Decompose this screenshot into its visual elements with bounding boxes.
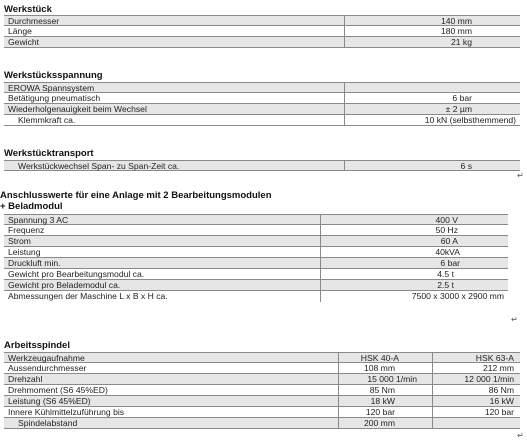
row-value: 2.5 t (437, 280, 454, 290)
section-title-anschluss: Anschlusswerte für eine Anlage mit 2 Bearbeitungsmodulen (0, 190, 272, 201)
table-row (4, 385, 520, 396)
row-value: 6 s (460, 161, 472, 171)
row-label: Gewicht pro Belademodul ca. (8, 280, 121, 290)
row-label: Gewicht (8, 37, 40, 47)
row-value-2: 212 mm (482, 363, 514, 373)
row-value: 6 bar (452, 93, 472, 103)
table-row (4, 407, 520, 418)
row-label: Drehzahl (8, 374, 43, 384)
row-label: Strom (8, 236, 31, 246)
row-label: Werkstückwechsel Span- zu Span-Zeit ca. (18, 161, 180, 171)
row-label: Spannung 3 AC (8, 215, 69, 225)
row-value: 60 A (440, 236, 458, 246)
row-label: Innere Kühlmittelzuführung bis (8, 407, 125, 417)
section-title-spannung: Werkstücksspannung (4, 70, 103, 81)
table-row (4, 418, 520, 429)
row-value-2: 12 000 1/min (464, 374, 514, 384)
table-row (4, 396, 520, 407)
row-label: Länge (8, 26, 32, 36)
row-value-2: 120 bar (484, 407, 514, 417)
table-row (4, 374, 520, 385)
row-label: Drehmoment (S6 45%ED) (8, 385, 108, 395)
row-value-1: 18 kW (370, 396, 395, 406)
row-value: 140 mm (440, 16, 472, 26)
table-row (4, 258, 508, 269)
row-value: 40kVA (435, 247, 460, 257)
row-label: Gewicht pro Bearbeitungsmodul ca. (8, 269, 145, 279)
row-value: 4.5 t (437, 269, 454, 279)
row-value: 6 bar (440, 258, 460, 268)
row-label: Frequenz (8, 225, 45, 235)
row-value-2: HSK 63-A (475, 353, 514, 363)
table-row (4, 104, 520, 115)
table-row (4, 93, 520, 104)
return-mark: ↵ (511, 315, 518, 324)
return-mark: ↵ (517, 431, 524, 440)
table-row (4, 225, 508, 236)
table-row (4, 115, 520, 126)
table-row (4, 280, 508, 291)
row-label: Wiederholgenauigkeit beim Wechsel (8, 104, 147, 114)
row-label: Leistung (8, 247, 41, 257)
table-row (4, 82, 520, 93)
row-value: 50 Hz (435, 225, 458, 235)
table-row (4, 269, 508, 280)
table-row (4, 236, 508, 247)
return-mark: ↵ (517, 171, 524, 180)
section-subtitle-anschluss: + Beladmodul (0, 201, 63, 212)
row-label: Spindelabstand (18, 418, 78, 428)
row-value-1: 85 Nm (369, 385, 395, 395)
row-value: 180 mm (440, 26, 472, 36)
row-value-1: 15 000 1/min (367, 374, 417, 384)
section-title-werkstueck: Werkstück (4, 4, 52, 15)
table-row (4, 247, 508, 258)
row-label: Aussendurchmesser (8, 363, 87, 373)
table-row (4, 15, 520, 26)
row-label: EROWA Spannsystem (8, 83, 95, 93)
row-label: Leistung (S6 45%ED) (8, 396, 91, 406)
table-row (4, 26, 520, 37)
table-row (4, 291, 508, 302)
row-label: Druckluft min. (8, 258, 61, 268)
table-row (4, 214, 508, 225)
row-value: ± 2 µm (445, 104, 472, 114)
row-label: Betätigung pneumatisch (8, 93, 101, 103)
section-title-transport: Werkstücktransport (4, 148, 94, 159)
row-value: 400 V (435, 215, 458, 225)
row-label: Abmessungen der Maschine L x B x H ca. (8, 291, 168, 301)
row-value-2: 86 Nm (488, 385, 514, 395)
row-value: 10 kN (selbsthemmend) (424, 115, 516, 125)
row-value-1: 200 mm (363, 418, 395, 428)
table-row (4, 352, 520, 363)
table-row (4, 363, 520, 374)
row-label: Klemmkraft ca. (18, 115, 76, 125)
row-value: 21 kg (450, 37, 472, 47)
row-value-2: 16 kW (489, 396, 514, 406)
row-value: 7500 x 3000 x 2900 mm (411, 291, 504, 301)
section-title-spindel: Arbeitsspindel (4, 340, 70, 351)
row-label: Werkzeugaufnahme (8, 353, 85, 363)
row-label: Durchmesser (8, 16, 60, 26)
row-value-1: 120 bar (365, 407, 395, 417)
row-value-1: 108 mm (363, 363, 395, 373)
row-value-1: HSK 40-A (360, 353, 399, 363)
table-row (4, 37, 520, 48)
table-row (4, 160, 520, 171)
